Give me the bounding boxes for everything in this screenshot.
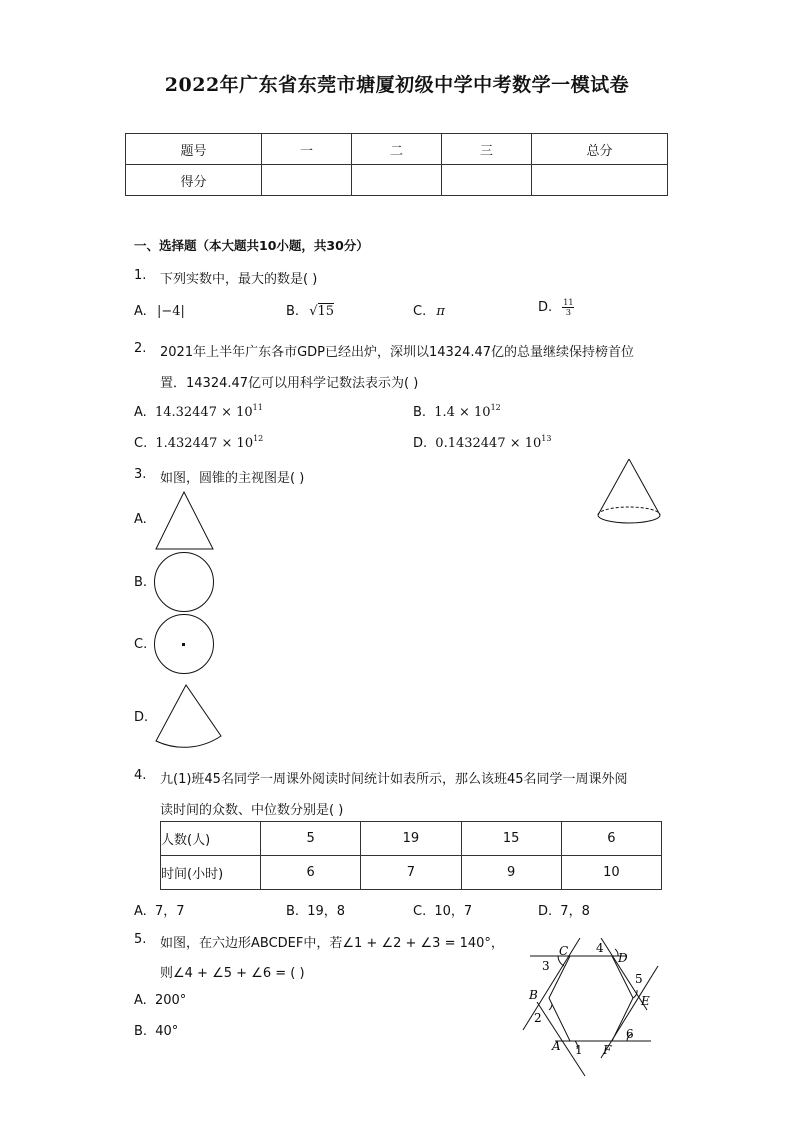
option-label: A. (134, 904, 147, 919)
score-header-cell: 一 (262, 134, 352, 165)
hexagon-figure (515, 938, 665, 1078)
angle-label-5: 5 (635, 972, 643, 986)
q1-option-b (286, 304, 334, 319)
q5-number: 5. (134, 932, 147, 947)
score-table (125, 133, 668, 196)
option-label: B. (286, 904, 300, 919)
q5-text-line2: 则∠4 + ∠5 + ∠6 = ( ) (160, 966, 305, 981)
option-value: 40° (155, 1024, 179, 1039)
q2-option-c (134, 434, 263, 451)
table-cell: 10 (561, 856, 661, 890)
option-value: 10，7 (434, 904, 473, 919)
score-table-score-row (126, 165, 668, 196)
angle-label-2: 2 (534, 1011, 542, 1025)
q1-text: 下列实数中，最大的数是( ) (160, 272, 318, 287)
q3-option-a-label: A. (134, 512, 147, 527)
section-heading: 一、选择题（本大题共10小题，共30分） (134, 238, 369, 253)
exponent: 12 (253, 434, 264, 443)
reading-time-table (160, 821, 662, 890)
table-cell: 5 (261, 822, 361, 856)
extension-line-ab (537, 1002, 585, 1076)
option-label: D. (413, 436, 428, 451)
q4-number: 4. (134, 768, 147, 783)
option-label: C. (413, 904, 427, 919)
q3-option-d-sector (152, 682, 228, 752)
q1-option-c (413, 304, 445, 319)
cone-figure (594, 456, 664, 528)
q3-option-c-circle-with-dot (152, 613, 218, 677)
q5-text-line1: 如图，在六边形ABCDEF中，若∠1 + ∠2 + ∠3 = 140°， (160, 936, 504, 951)
angle-label-1: 1 (575, 1043, 583, 1057)
exponent: 13 (541, 434, 552, 443)
option-label: A. (134, 405, 147, 420)
table-cell: 7 (361, 856, 461, 890)
table-cell: 6 (261, 856, 361, 890)
option-label: D. (538, 300, 553, 315)
vertex-label-c: C (559, 944, 569, 958)
vertex-label-a: A (552, 1039, 561, 1053)
angle-label-3: 3 (542, 959, 550, 973)
q1-option-a (134, 304, 185, 319)
fraction-denominator: 3 (565, 308, 571, 317)
q3-option-b-label: B. (134, 575, 148, 590)
score-header-cell: 题号 (126, 134, 262, 165)
q3-option-d-label: D. (134, 710, 149, 725)
q3-option-c-label: C. (134, 637, 148, 652)
q4-option-c (413, 900, 472, 919)
option-label: B. (134, 1024, 148, 1039)
q5-option-a (134, 993, 186, 1008)
score-cell (352, 165, 442, 196)
q1-number: 1. (134, 268, 147, 283)
score-header-cell: 二 (352, 134, 442, 165)
score-header-cell: 三 (442, 134, 532, 165)
table-cell: 6 (561, 822, 661, 856)
option-label: C. (413, 304, 427, 319)
score-cell (442, 165, 532, 196)
q4-option-a (134, 900, 184, 919)
score-cell (262, 165, 352, 196)
q4-option-b (286, 900, 345, 919)
q2-option-d (413, 434, 551, 451)
q5-option-b (134, 1024, 178, 1039)
vertex-label-b: B (529, 988, 538, 1002)
option-value: 0.1432447 × 10 (435, 436, 542, 451)
row-header: 人数(人) (161, 822, 261, 856)
q2-text-line2: 置．14324.47亿可以用科学记数法表示为( ) (160, 376, 419, 391)
score-table-header-row (126, 134, 668, 165)
exponent: 12 (490, 403, 501, 412)
q1-option-d (538, 298, 574, 317)
option-value: 14.32447 × 10 (154, 405, 253, 420)
q3-option-a-triangle (152, 490, 218, 552)
option-label: C. (134, 436, 148, 451)
option-label: A. (134, 993, 147, 1008)
option-value: 200° (154, 993, 187, 1008)
option-value: 1.432447 × 10 (155, 436, 254, 451)
option-value: π (436, 304, 445, 319)
q2-number: 2. (134, 341, 147, 356)
option-value: 15 (317, 304, 335, 319)
table-cell: 9 (461, 856, 561, 890)
q3-number: 3. (134, 467, 147, 482)
q2-option-a (134, 403, 263, 420)
vertex-label-e: E (641, 994, 650, 1008)
sqrt-symbol: √ (309, 304, 318, 319)
option-value: |−4| (156, 304, 185, 319)
q4-option-d (538, 900, 590, 919)
q2-option-b (413, 403, 501, 420)
option-label: D. (538, 904, 553, 919)
option-label: B. (286, 304, 300, 319)
fraction (562, 298, 574, 317)
score-row-label: 得分 (126, 165, 262, 196)
q3-text: 如图，圆锥的主视图是( ) (160, 471, 305, 486)
q4-text-line1: 九(1)班45名同学一周课外阅读时间统计如表所示，那么该班45名同学一周课外阅 (160, 772, 628, 787)
option-label: A. (134, 304, 147, 319)
q3-option-b-circle (152, 551, 218, 615)
exam-title: 2022年广东省东莞市塘厦初级中学中考数学一模试卷 (164, 74, 630, 96)
table-cell: 19 (361, 822, 461, 856)
extension-line-bc (523, 938, 580, 1030)
angle-label-6: 6 (626, 1027, 634, 1041)
option-label: B. (413, 405, 427, 420)
q2-text-line1: 2021年上半年广东各市GDP已经出炉，深圳以14324.47亿的总量继续保持榜首位 (160, 345, 635, 360)
score-header-cell: 总分 (532, 134, 668, 165)
score-cell (532, 165, 668, 196)
option-value: 7，8 (560, 904, 590, 919)
exponent: 11 (252, 403, 263, 412)
option-value: 19，8 (307, 904, 346, 919)
option-value: 7，7 (154, 904, 185, 919)
row-header: 时间(小时) (161, 856, 261, 890)
q4-text-line2: 读时间的众数、中位数分别是( ) (160, 803, 344, 818)
angle-label-4: 4 (596, 941, 604, 955)
option-value: 1.4 × 10 (434, 405, 491, 420)
fraction-numerator: 11 (563, 298, 574, 307)
table-cell: 15 (461, 822, 561, 856)
table-row (161, 822, 662, 856)
vertex-label-f: F (603, 1043, 612, 1057)
vertex-label-d: D (618, 951, 628, 965)
table-row (161, 856, 662, 890)
